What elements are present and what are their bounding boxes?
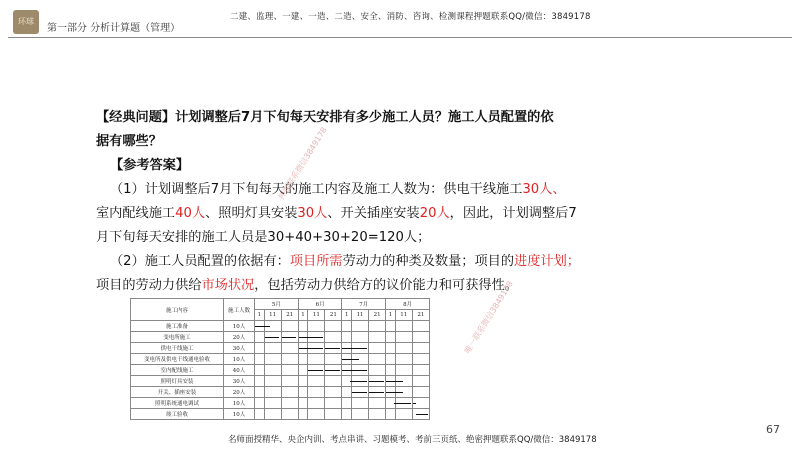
gantt-cell	[369, 398, 386, 409]
gantt-cell	[412, 343, 429, 354]
gantt-cell	[395, 409, 412, 420]
answer-p2-highlight: 市场状况	[201, 278, 255, 293]
gantt-cell	[325, 343, 342, 354]
gantt-cell	[308, 354, 325, 365]
gantt-day: 11	[308, 310, 325, 321]
gantt-cell	[412, 332, 429, 343]
gantt-cell	[352, 332, 369, 343]
gantt-cell	[255, 387, 265, 398]
gantt-cell	[386, 387, 396, 398]
gantt-col-task: 施工内容	[131, 299, 224, 321]
gantt-row	[131, 343, 430, 354]
gantt-cell	[386, 376, 396, 387]
answer-p1-text: ，因此，计划调整后7	[449, 206, 577, 221]
answer-p2-text: 劳动力的种类及数量；项目的	[342, 254, 515, 269]
gantt-table	[130, 298, 430, 420]
gantt-row	[131, 376, 430, 387]
gantt-header-row	[131, 299, 430, 310]
gantt-cell	[255, 409, 265, 420]
page-number: 67	[766, 423, 780, 436]
gantt-cell	[255, 354, 265, 365]
gantt-row	[131, 398, 430, 409]
answer-p1-sep: 、	[552, 182, 566, 197]
gantt-day: 1	[298, 310, 308, 321]
gantt-cell	[412, 376, 429, 387]
gantt-cell	[255, 321, 265, 332]
gantt-cell	[369, 365, 386, 376]
answer-p2-text: （2）施工人员配置的依据有：	[110, 254, 290, 269]
gantt-cell	[369, 376, 386, 387]
question-line-2: 据有哪些？	[96, 134, 162, 149]
gantt-day: 21	[325, 310, 342, 321]
gantt-bar	[282, 337, 297, 338]
gantt-cell	[386, 343, 396, 354]
gantt-bar	[396, 392, 403, 393]
gantt-bar	[396, 403, 411, 404]
gantt-task-name: 室内配线施工	[131, 365, 224, 376]
gantt-day: 21	[369, 310, 386, 321]
gantt-day: 21	[281, 310, 298, 321]
gantt-day: 1	[342, 310, 352, 321]
gantt-cell	[352, 398, 369, 409]
question-block	[96, 106, 656, 298]
answer-p1-text: 室内配线施工	[96, 206, 176, 221]
gantt-cell	[412, 398, 429, 409]
gantt-cell	[264, 343, 281, 354]
answer-p1-line2	[96, 202, 656, 226]
gantt-cell	[308, 398, 325, 409]
gantt-day: 11	[395, 310, 412, 321]
gantt-cell	[395, 354, 412, 365]
gantt-task-count: 10人	[224, 321, 255, 332]
gantt-cell	[352, 365, 369, 376]
gantt-cell	[325, 376, 342, 387]
gantt-bar	[352, 381, 367, 382]
gantt-cell	[264, 398, 281, 409]
gantt-cell	[281, 409, 298, 420]
gantt-row	[131, 387, 430, 398]
gantt-bar	[352, 348, 367, 349]
gantt-cell	[395, 376, 412, 387]
answer-p2-line2	[96, 274, 656, 298]
gantt-cell	[325, 321, 342, 332]
gantt-cell	[255, 343, 265, 354]
gantt-cell	[264, 365, 281, 376]
gantt-cell	[352, 354, 369, 365]
gantt-chart-table	[130, 298, 430, 428]
gantt-cell	[298, 387, 308, 398]
gantt-task-count: 10人	[224, 409, 255, 420]
gantt-cell	[412, 409, 429, 420]
answer-p2-highlight: 项目所需	[289, 254, 343, 269]
answer-p1-highlight: 30人	[297, 206, 328, 221]
gantt-bar	[308, 370, 323, 371]
answer-p2-sep: ；	[566, 254, 580, 269]
answer-p1-text: 、照明灯具安装	[205, 206, 298, 221]
gantt-month: 8月	[386, 299, 430, 310]
gantt-cell	[325, 332, 342, 343]
answer-p1-highlight: 40人	[175, 206, 206, 221]
gantt-bar	[396, 381, 403, 382]
gantt-cell	[264, 387, 281, 398]
gantt-row	[131, 321, 430, 332]
gantt-task-name: 变电所及供电干线通电验收	[131, 354, 224, 365]
gantt-cell	[255, 332, 265, 343]
answer-p2-line1	[96, 250, 656, 274]
gantt-cell	[386, 354, 396, 365]
gantt-task-count: 20人	[224, 332, 255, 343]
brand-logo: 环球	[13, 10, 39, 34]
gantt-cell	[369, 354, 386, 365]
gantt-task-name: 供电干线施工	[131, 343, 224, 354]
gantt-cell	[342, 343, 352, 354]
gantt-bar	[265, 337, 280, 338]
gantt-task-name: 照明系统通电调试	[131, 398, 224, 409]
gantt-cell	[395, 321, 412, 332]
gantt-day: 1	[386, 310, 396, 321]
answer-p1-highlight: 30人	[522, 182, 553, 197]
answer-p1-line1	[96, 178, 656, 202]
gantt-cell	[386, 332, 396, 343]
gantt-row	[131, 365, 430, 376]
gantt-task-count: 30人	[224, 343, 255, 354]
gantt-cell	[281, 365, 298, 376]
gantt-bar	[325, 348, 340, 349]
gantt-cell	[281, 321, 298, 332]
gantt-cell	[369, 343, 386, 354]
gantt-cell	[352, 321, 369, 332]
gantt-cell	[308, 387, 325, 398]
gantt-month: 5月	[255, 299, 299, 310]
gantt-cell	[369, 332, 386, 343]
gantt-cell	[386, 409, 396, 420]
gantt-cell	[255, 365, 265, 376]
gantt-col-count: 施工人数	[224, 299, 255, 321]
gantt-cell	[255, 398, 265, 409]
gantt-bar	[308, 348, 323, 349]
answer-p1-text: （1）计划调整后7月下旬每天的施工内容及施工人数为：供电干线施工	[110, 182, 523, 197]
gantt-cell	[342, 354, 352, 365]
gantt-cell	[369, 321, 386, 332]
gantt-cell	[298, 376, 308, 387]
gantt-cell	[412, 365, 429, 376]
gantt-bar	[308, 337, 323, 338]
gantt-cell	[369, 409, 386, 420]
gantt-cell	[298, 343, 308, 354]
gantt-cell	[298, 354, 308, 365]
gantt-bar	[352, 359, 359, 360]
answer-heading: 【参考答案】	[110, 158, 190, 173]
gantt-cell	[395, 343, 412, 354]
header-promo-text: 二建、监理、一建、一造、二造、安全、消防、咨询、检测课程押题联系QQ/微信：3849178	[230, 12, 591, 22]
gantt-task-count: 10人	[224, 398, 255, 409]
gantt-task-name: 竣工验收	[131, 409, 224, 420]
gantt-cell	[281, 387, 298, 398]
gantt-bar	[352, 392, 367, 393]
gantt-task-count: 30人	[224, 376, 255, 387]
gantt-cell	[386, 398, 396, 409]
gantt-cell	[325, 365, 342, 376]
watermark-text: 押题联系微信3849178	[276, 125, 329, 202]
gantt-cell	[342, 332, 352, 343]
gantt-cell	[264, 409, 281, 420]
gantt-cell	[325, 398, 342, 409]
gantt-cell	[264, 321, 281, 332]
gantt-cell	[395, 332, 412, 343]
gantt-task-count: 40人	[224, 365, 255, 376]
gantt-bar	[416, 414, 428, 415]
gantt-cell	[342, 376, 352, 387]
gantt-task-name: 变电所施工	[131, 332, 224, 343]
gantt-day: 21	[412, 310, 429, 321]
gantt-cell	[308, 365, 325, 376]
answer-p2-highlight: 进度计划	[514, 254, 567, 269]
gantt-row	[131, 332, 430, 343]
gantt-cell	[255, 376, 265, 387]
gantt-cell	[281, 398, 298, 409]
gantt-cell	[281, 332, 298, 343]
gantt-bar	[352, 370, 367, 371]
gantt-cell	[352, 343, 369, 354]
gantt-bar	[325, 370, 340, 371]
gantt-cell	[395, 387, 412, 398]
gantt-cell	[298, 409, 308, 420]
gantt-cell	[352, 387, 369, 398]
header-divider	[8, 37, 792, 38]
answer-p2-text: ，包括劳动力供给方的议价能力和可获得性。	[254, 278, 518, 293]
gantt-cell	[369, 387, 386, 398]
question-line-1: 【经典问题】计划调整后7月下旬每天安排有多少施工人员？施工人员配置的依	[96, 110, 554, 125]
answer-p1-line3: 月下旬每天安排的施工人员是30+40+30+20=120人；	[96, 230, 431, 245]
gantt-bar	[369, 381, 384, 382]
gantt-cell	[325, 409, 342, 420]
gantt-cell	[342, 387, 352, 398]
gantt-task-count: 20人	[224, 387, 255, 398]
gantt-cell	[308, 409, 325, 420]
gantt-cell	[412, 387, 429, 398]
gantt-row	[131, 354, 430, 365]
gantt-day: 11	[352, 310, 369, 321]
gantt-cell	[342, 409, 352, 420]
section-title: 第一部分 分析计算题（管理）	[47, 23, 181, 34]
gantt-cell	[386, 365, 396, 376]
gantt-cell	[281, 354, 298, 365]
answer-p1-highlight: 20人	[419, 206, 450, 221]
gantt-bar	[369, 392, 384, 393]
gantt-cell	[308, 376, 325, 387]
gantt-cell	[412, 321, 429, 332]
gantt-cell	[281, 376, 298, 387]
footer-promo-text: 名师面授精华、央企内训、考点串讲、习题模考、考前三页纸、绝密押题联系QQ/微信：3849178	[228, 435, 597, 445]
gantt-month: 6月	[298, 299, 342, 310]
gantt-month: 7月	[342, 299, 386, 310]
gantt-cell	[352, 409, 369, 420]
gantt-row	[131, 409, 430, 420]
gantt-cell	[308, 321, 325, 332]
gantt-cell	[325, 354, 342, 365]
gantt-day: 1	[255, 310, 265, 321]
gantt-cell	[281, 343, 298, 354]
gantt-cell	[386, 321, 396, 332]
gantt-cell	[298, 365, 308, 376]
gantt-cell	[325, 387, 342, 398]
gantt-cell	[395, 365, 412, 376]
gantt-task-name: 开关、插座安装	[131, 387, 224, 398]
gantt-day: 11	[264, 310, 281, 321]
gantt-cell	[412, 354, 429, 365]
gantt-cell	[352, 376, 369, 387]
gantt-task-name: 施工准备	[131, 321, 224, 332]
gantt-cell	[308, 332, 325, 343]
gantt-cell	[308, 343, 325, 354]
gantt-cell	[264, 354, 281, 365]
gantt-task-name: 照明灯具安装	[131, 376, 224, 387]
gantt-cell	[342, 365, 352, 376]
gantt-cell	[298, 398, 308, 409]
gantt-cell	[298, 321, 308, 332]
gantt-task-count: 10人	[224, 354, 255, 365]
answer-p2-text: 项目的劳动力供给	[96, 278, 202, 293]
gantt-cell	[342, 321, 352, 332]
answer-p1-text: 、开关插座安装	[327, 206, 420, 221]
gantt-cell	[298, 332, 308, 343]
gantt-cell	[264, 332, 281, 343]
header-bar	[0, 0, 800, 38]
watermark-text: 唯一联系微信3849178	[462, 279, 515, 356]
gantt-cell	[342, 398, 352, 409]
gantt-bar	[413, 403, 416, 404]
gantt-cell	[395, 398, 412, 409]
gantt-cell	[264, 376, 281, 387]
